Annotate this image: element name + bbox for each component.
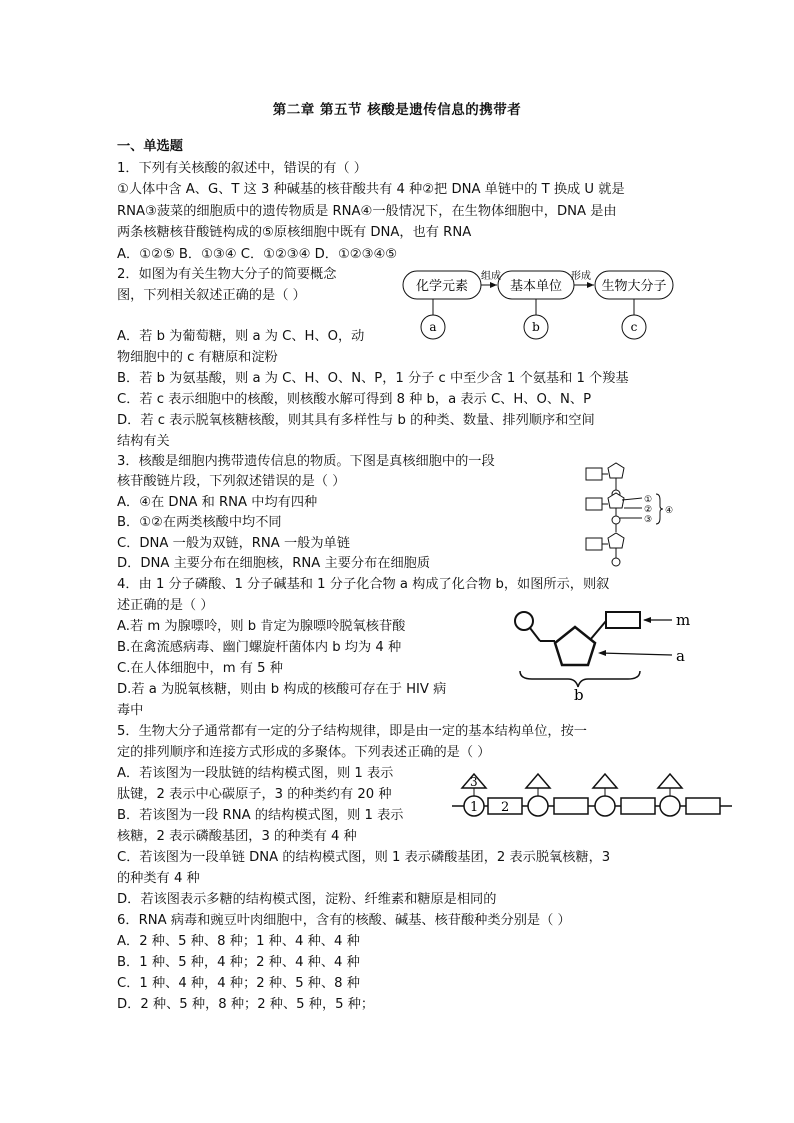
- sugar-pentagon: [608, 463, 624, 478]
- q6-option-d: D．2 种、5 种，8 种；2 种、5 种，5 种；: [117, 997, 375, 1012]
- arrow-a: [600, 653, 672, 655]
- arrow-a-head: [598, 650, 606, 656]
- label-leader: [622, 498, 642, 500]
- phosphate-circle: [515, 612, 533, 630]
- unit-circle: [660, 796, 680, 816]
- q4-stem-1: 4．由 1 分子磷酸、1 分子碱基和 1 分子化合物 a 构成了化合物 b，如图所示，则叙: [117, 577, 610, 592]
- diagram-circle-a-label: a: [429, 320, 437, 334]
- unit-rectangle: [554, 798, 588, 814]
- label-2: 2: [501, 800, 510, 815]
- diagram-circle-b-label: b: [532, 320, 540, 334]
- label-2: ②: [644, 505, 653, 515]
- base-box: [586, 498, 602, 510]
- q6-option-a: A．2 种、5 种、8 种；1 种、4 种、4 种: [117, 934, 360, 949]
- q5-option-a-1: A．若该图为一段肽链的结构模式图，则 1 表示: [117, 766, 394, 781]
- q5-option-b-1: B．若该图为一段 RNA 的结构模式图，则 1 表示: [117, 808, 404, 823]
- q1-stem: 1．下列有关核酸的叙述中，错误的有（ ）: [117, 161, 367, 176]
- label-1: ①: [644, 495, 653, 505]
- label-a: a: [676, 647, 685, 665]
- label-b: b: [574, 686, 584, 704]
- label-1: 1: [470, 800, 479, 815]
- diagram-box-elements-label: 化学元素: [415, 279, 469, 294]
- q5-stem-2: 定的排列顺序和连接方式形成的多聚体。下列表述正确的是（ ）: [117, 745, 491, 760]
- phosphate-bond: [530, 628, 540, 641]
- unit-circle: [528, 796, 548, 816]
- page-title: 第二章 第五节 核酸是遗传信息的携带者: [272, 102, 522, 118]
- unit-rectangle: [621, 798, 655, 814]
- q4-option-a: A.若 m 为腺嘌呤，则 b 肯定为腺嘌呤脱氧核苷酸: [117, 619, 406, 634]
- diagram-box-units-label: 基本单位: [509, 279, 563, 294]
- base-box: [586, 538, 602, 550]
- q1-options: A．①②⑤ B．①③④ C．①②③④ D．①②③④⑤: [117, 247, 398, 262]
- label-brace: [656, 494, 663, 524]
- q5-option-c-1: C．若该图为一段单链 DNA 的结构模式图，则 1 表示磷酸基团，2 表示脱氧核糖，3: [117, 850, 611, 865]
- q2-option-d-2: 结构有关: [117, 434, 170, 449]
- q3-option-d: D．DNA 主要分布在细胞核，RNA 主要分布在细胞质: [117, 556, 431, 571]
- q4-option-c: C.在人体细胞中，m 有 5 种: [117, 661, 283, 676]
- q2-option-a-1: A．若 b 为葡萄糖，则 a 为 C、H、O，动: [117, 329, 365, 344]
- base-bond: [590, 621, 606, 640]
- side-group-triangle: [593, 774, 617, 788]
- q6-option-b: B．1 种、5 种，4 种；2 种、4 种、4 种: [117, 955, 360, 970]
- q1-line-1: ①人体中含 A、G、T 这 3 种碱基的核苷酸共有 4 种②把 DNA 单链中的 T 换成 U 就是: [117, 182, 625, 197]
- q2-option-d-1: D．若 c 表示脱氧核糖核酸，则其具有多样性与 b 的种类、数量、排列顺序和空间: [117, 413, 595, 428]
- label-3: 3: [470, 775, 478, 789]
- q3-nucleotide-chain-figure: [582, 458, 692, 578]
- label-m: m: [676, 611, 691, 629]
- q5-polymer-figure: [450, 768, 740, 828]
- q4-option-d-2: 毒中: [117, 703, 144, 718]
- q5-option-a-2: 肽键，2 表示中心碳原子，3 的种类约有 20 种: [117, 787, 392, 802]
- label-4: ④: [665, 506, 674, 516]
- q4-stem-2: 述正确的是（ ）: [117, 598, 214, 613]
- q5-stem-1: 5．生物大分子通常都有一定的分子结构规律，即是由一定的基本结构单位，按一: [117, 724, 587, 739]
- q2-stem-2: 图，下列相关叙述正确的是（ ）: [117, 288, 306, 303]
- q3-option-b: B．①②在两类核酸中均不同: [117, 515, 282, 530]
- q2-option-c: C．若 c 表示细胞中的核酸，则核酸水解可得到 8 种 b，a 表示 C、H、O、N、P: [117, 392, 592, 407]
- q4-option-b: B.在禽流感病毒、幽门螺旋杆菌体内 b 均为 4 种: [117, 640, 402, 655]
- section-heading: 一、单选题: [117, 139, 183, 154]
- q2-option-a-2: 物细胞中的 c 有糖原和淀粉: [117, 350, 278, 365]
- q3-stem-1: 3．核酸是细胞内携带遗传信息的物质。下图是真核细胞中的一段: [117, 454, 495, 469]
- arrow-m-head: [643, 617, 651, 623]
- phosphate-circle: [612, 558, 620, 566]
- base-box: [586, 468, 602, 480]
- unit-rectangle: [686, 798, 720, 814]
- q4-option-d-1: D.若 a 为脱氧核糖，则由 b 构成的核酸可存在于 HIV 病: [117, 682, 447, 697]
- sugar-pentagon: [608, 533, 624, 548]
- q2-option-b: B．若 b 为氨基酸，则 a 为 C、H、O、N、P，1 分子 c 中至少含 1 个氨基和 1 个羧基: [117, 371, 629, 386]
- q3-stem-2: 核苷酸链片段，下列叙述错误的是（ ）: [117, 474, 346, 489]
- q5-option-b-2: 核糖，2 表示磷酸基团，3 的种类有 4 种: [117, 829, 357, 844]
- q5-option-c-2: 的种类有 4 种: [117, 871, 200, 886]
- diagram-arrow-compose-label: 组成: [481, 271, 501, 282]
- q6-stem: 6．RNA 病毒和豌豆叶肉细胞中，含有的核酸、碱基、核苷酸种类分别是（ ）: [117, 913, 571, 928]
- diagram-circle-c-label: c: [630, 320, 638, 334]
- diagram-box-macromolecule-label: 生物大分子: [601, 279, 667, 294]
- sugar-pentagon: [608, 493, 624, 508]
- diagram-arrow-form-label: 形成: [571, 271, 591, 282]
- side-group-triangle: [526, 774, 550, 788]
- q1-line-2: RNA③菠菜的细胞质中的遗传物质是 RNA④一般情况下，在生物体细胞中，DNA 是由: [117, 204, 617, 219]
- q6-option-c: C．1 种、4 种，4 种；2 种、5 种、8 种: [117, 976, 360, 991]
- unit-circle: [595, 796, 615, 816]
- label-3: ③: [644, 515, 653, 525]
- side-group-triangle: [658, 774, 682, 788]
- brace-b: [520, 671, 640, 687]
- q2-concept-diagram: [395, 263, 705, 353]
- phosphate-circle: [612, 516, 620, 524]
- q1-line-3: 两条核糖核苷酸链构成的⑤原核细胞中既有 DNA，也有 RNA: [117, 225, 472, 240]
- q5-option-d: D．若该图表示多糖的结构模式图，淀粉、纤维素和糖原是相同的: [117, 892, 497, 907]
- pentose-sugar: [555, 627, 595, 665]
- q3-option-a: A．④在 DNA 和 RNA 中均有四种: [117, 495, 318, 510]
- q4-nucleotide-figure: [510, 605, 710, 705]
- base-rectangle: [606, 612, 640, 628]
- q3-option-c: C．DNA 一般为双链，RNA 一般为单链: [117, 536, 350, 551]
- q2-stem-1: 2．如图为有关生物大分子的简要概念: [117, 267, 337, 282]
